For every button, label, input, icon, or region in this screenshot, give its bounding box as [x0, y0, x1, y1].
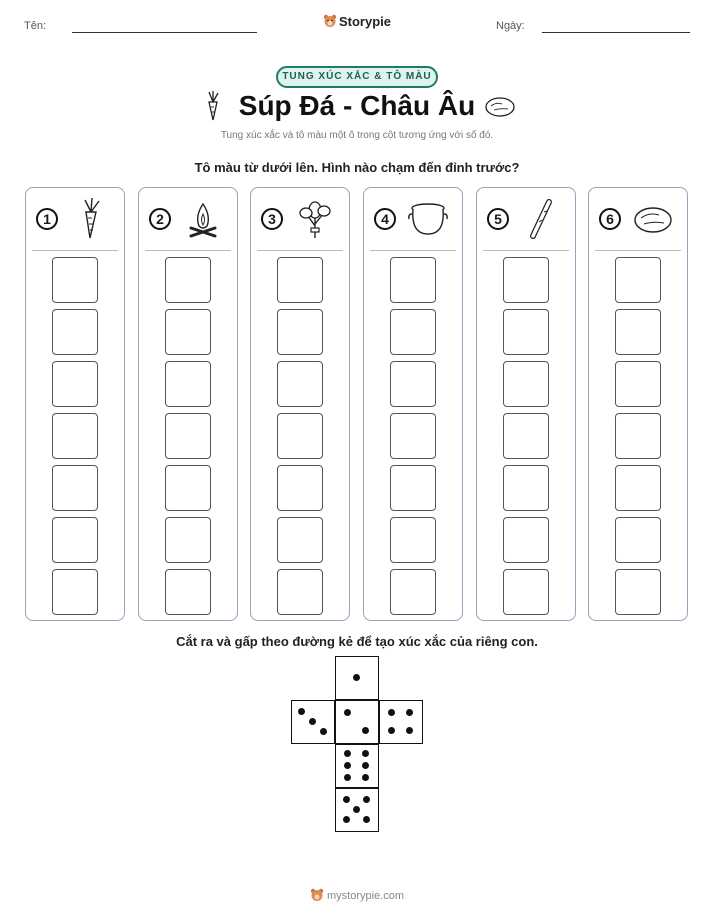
- bear-logo-icon: [323, 14, 337, 28]
- name-label: Tên:: [24, 20, 47, 32]
- dice-face-3: [291, 700, 335, 744]
- column-6: [588, 187, 688, 621]
- column-number: 5: [487, 208, 509, 230]
- dice-pip: [320, 728, 327, 735]
- stick-icon: [519, 196, 563, 240]
- dice-pip: [406, 727, 413, 734]
- column-3: [250, 187, 350, 621]
- dice-pip: [362, 727, 369, 734]
- campfire-icon: [181, 196, 225, 240]
- color-cell[interactable]: [52, 257, 98, 303]
- color-cell[interactable]: [165, 413, 211, 459]
- dice-pip: [344, 774, 351, 781]
- dice-pip: [362, 762, 369, 769]
- brand-logo: [0, 14, 714, 29]
- dice-pip: [298, 708, 305, 715]
- column-4: [363, 187, 463, 621]
- color-cell[interactable]: [503, 361, 549, 407]
- dice-pip: [362, 750, 369, 757]
- column-number: 3: [261, 208, 283, 230]
- color-cell[interactable]: [165, 361, 211, 407]
- color-cell[interactable]: [52, 309, 98, 355]
- activity-badge: TUNG XÚC XẮC & TÔ MÀU: [276, 66, 438, 88]
- column-number: 2: [149, 208, 171, 230]
- dice-pip: [362, 774, 369, 781]
- herbs-icon: [293, 196, 337, 240]
- footer-url: mystorypie.com: [326, 890, 405, 902]
- dice-pip: [353, 806, 360, 813]
- color-cell[interactable]: [503, 569, 549, 615]
- dice-face-1: [335, 656, 379, 700]
- column-number: 1: [36, 208, 58, 230]
- color-cell[interactable]: [615, 257, 661, 303]
- color-cell[interactable]: [390, 413, 436, 459]
- color-cell[interactable]: [165, 569, 211, 615]
- page-subtitle: Tung xúc xắc và tô màu một ô trong cột tương ứng với số đó.: [220, 130, 494, 141]
- color-cell[interactable]: [277, 465, 323, 511]
- color-cell[interactable]: [390, 257, 436, 303]
- color-cell[interactable]: [390, 309, 436, 355]
- dice-pip: [363, 796, 370, 803]
- color-cell[interactable]: [165, 309, 211, 355]
- dice-pip: [343, 796, 350, 803]
- date-label: Ngày:: [496, 20, 525, 32]
- page-title: Súp Đá - Châu Âu: [238, 90, 476, 121]
- name-line: [72, 32, 257, 33]
- color-cell[interactable]: [503, 309, 549, 355]
- color-cell[interactable]: [165, 465, 211, 511]
- color-cell[interactable]: [503, 465, 549, 511]
- dice-pip: [388, 727, 395, 734]
- column-number: 6: [599, 208, 621, 230]
- column-1: [25, 187, 125, 621]
- color-cell[interactable]: [503, 257, 549, 303]
- color-cell[interactable]: [277, 309, 323, 355]
- dice-face-2: [335, 700, 379, 744]
- dice-pip: [344, 750, 351, 757]
- color-cell[interactable]: [165, 517, 211, 563]
- column-divider: [145, 250, 231, 251]
- carrot-icon: [68, 196, 112, 240]
- color-cell[interactable]: [615, 465, 661, 511]
- color-cell[interactable]: [390, 517, 436, 563]
- color-cell[interactable]: [277, 569, 323, 615]
- dice-pip: [344, 709, 351, 716]
- color-cell[interactable]: [615, 361, 661, 407]
- bear-footer-icon: [310, 888, 324, 902]
- color-cell[interactable]: [390, 465, 436, 511]
- dice-face-5: [335, 788, 379, 832]
- dice-pip: [388, 709, 395, 716]
- dice-pip: [353, 674, 360, 681]
- date-line: [542, 32, 690, 33]
- column-divider: [483, 250, 569, 251]
- color-cell[interactable]: [615, 569, 661, 615]
- color-cell[interactable]: [52, 361, 98, 407]
- dice-face-6: [335, 744, 379, 788]
- stone-icon: [631, 196, 675, 240]
- column-divider: [32, 250, 118, 251]
- column-divider: [595, 250, 681, 251]
- column-2: [138, 187, 238, 621]
- color-cell[interactable]: [390, 569, 436, 615]
- dice-pip: [363, 816, 370, 823]
- column-divider: [370, 250, 456, 251]
- column-number: 4: [374, 208, 396, 230]
- color-cell[interactable]: [52, 465, 98, 511]
- pot-icon: [406, 196, 450, 240]
- color-cell[interactable]: [165, 257, 211, 303]
- color-cell[interactable]: [277, 257, 323, 303]
- color-cell[interactable]: [277, 361, 323, 407]
- color-cell[interactable]: [615, 413, 661, 459]
- column-5: [476, 187, 576, 621]
- color-cell[interactable]: [615, 517, 661, 563]
- color-cell[interactable]: [390, 361, 436, 407]
- color-cell[interactable]: [277, 413, 323, 459]
- color-cell[interactable]: [52, 413, 98, 459]
- stone-title-icon: [484, 96, 516, 118]
- dice-pip: [343, 816, 350, 823]
- color-cell[interactable]: [277, 517, 323, 563]
- footer: [0, 888, 714, 902]
- color-cell[interactable]: [503, 517, 549, 563]
- color-cell[interactable]: [52, 569, 98, 615]
- column-divider: [257, 250, 343, 251]
- color-cell[interactable]: [503, 413, 549, 459]
- color-cell[interactable]: [615, 309, 661, 355]
- brand-name: Storypie: [338, 14, 391, 29]
- dice-pip: [406, 709, 413, 716]
- dice-pip: [309, 718, 316, 725]
- color-cell[interactable]: [52, 517, 98, 563]
- dice-pip: [344, 762, 351, 769]
- coloring-instruction: Tô màu từ dưới lên. Hình nào chạm đến đỉnh trước?: [194, 160, 520, 175]
- dice-instruction: Cắt ra và gấp theo đường kẻ để tạo xúc xắc của riêng con.: [176, 634, 538, 649]
- dice-face-4: [379, 700, 423, 744]
